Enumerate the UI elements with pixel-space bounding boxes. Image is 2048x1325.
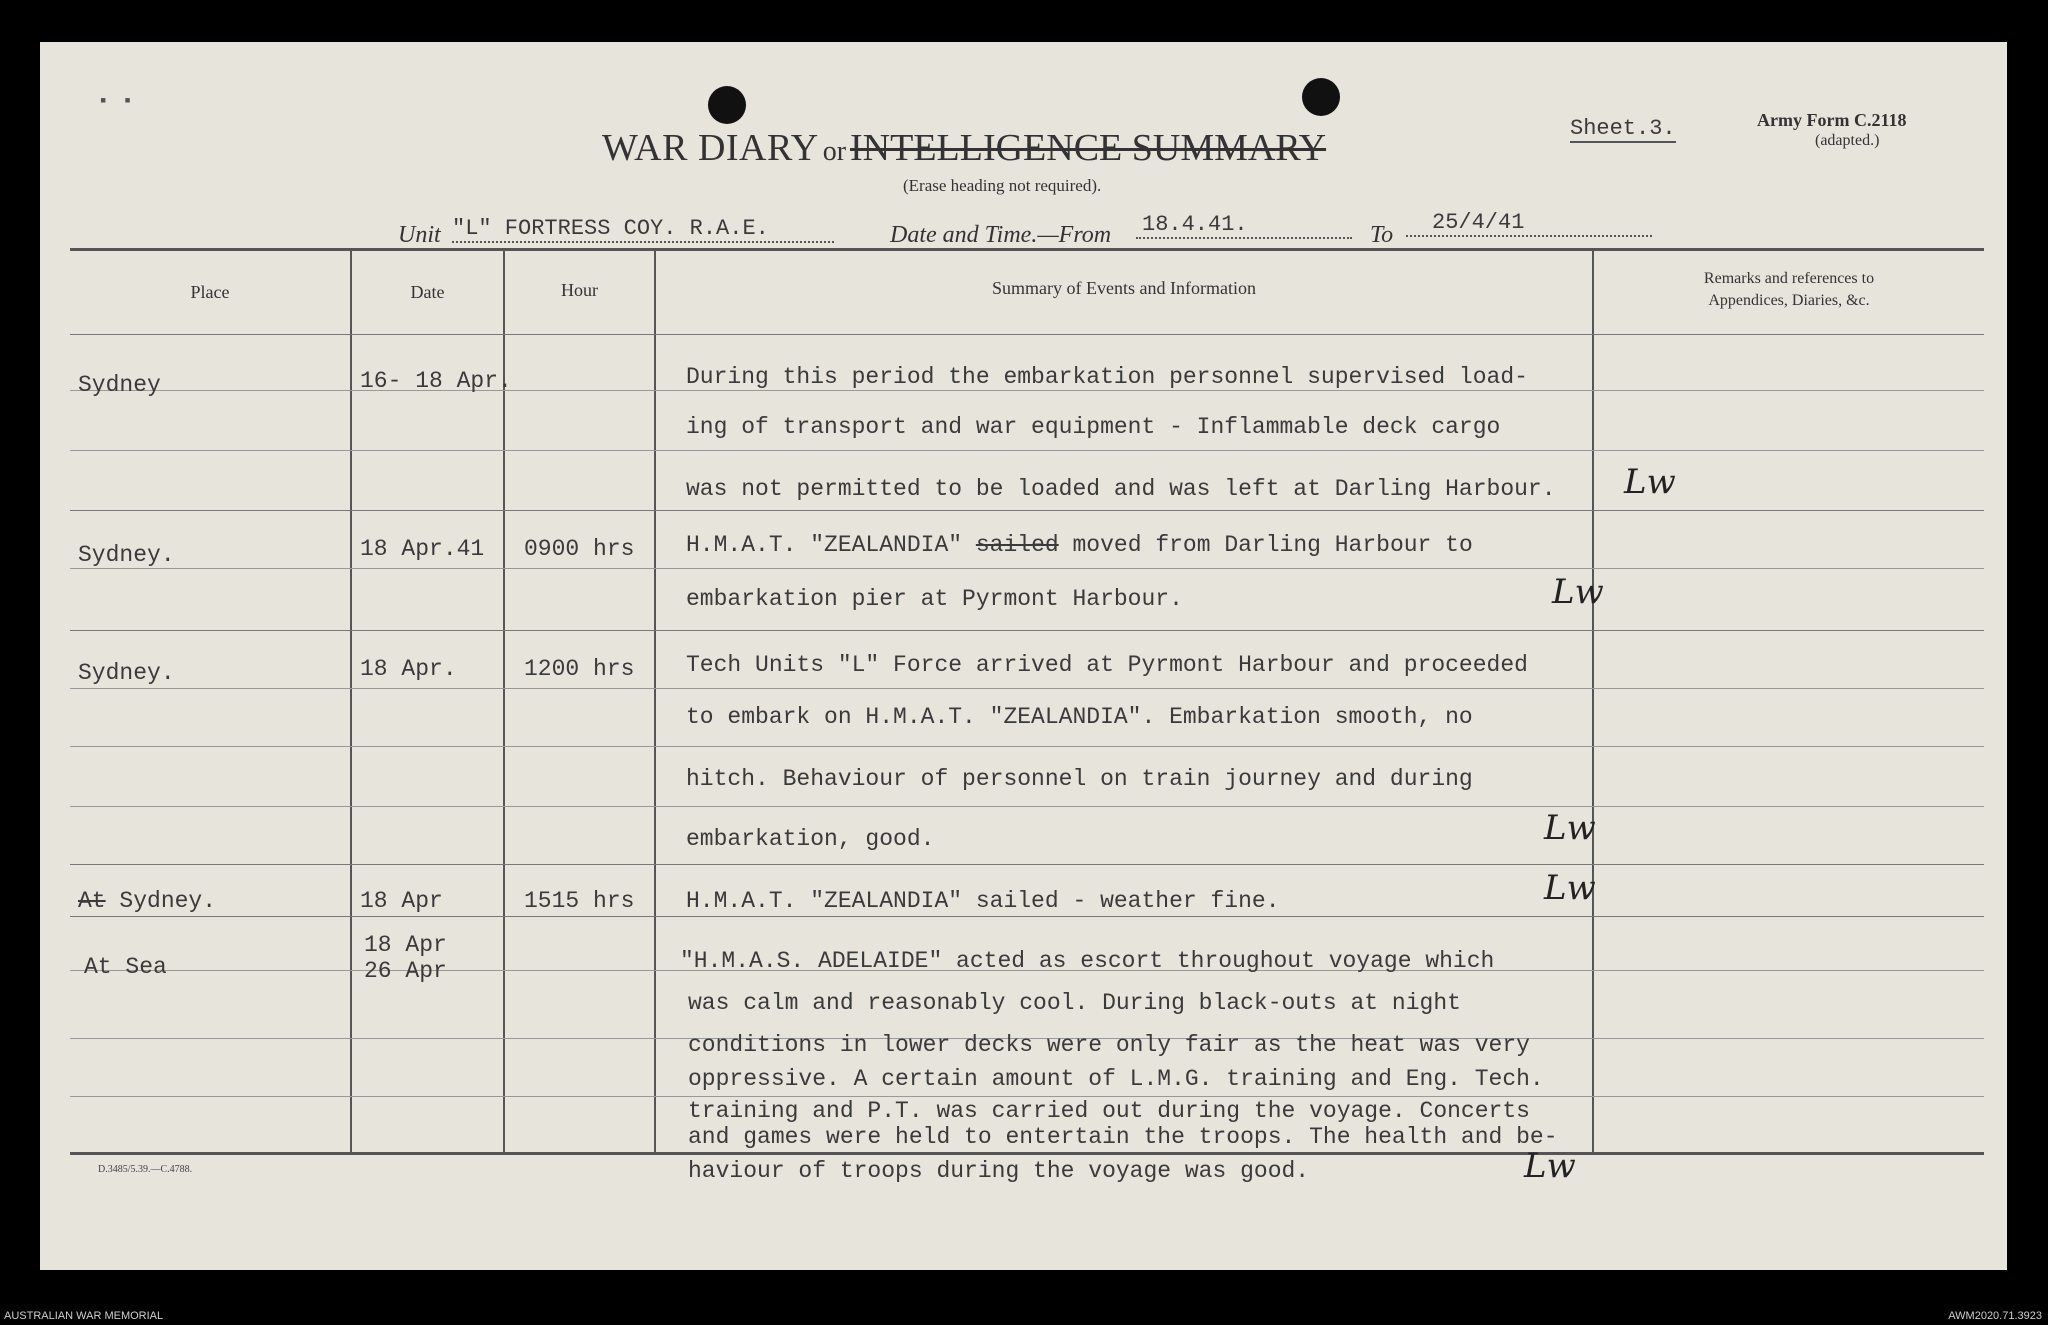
punch-hole bbox=[1302, 78, 1340, 116]
entry-date: 18 Apr.41 bbox=[360, 536, 485, 562]
date-from: 18.4.41. bbox=[1136, 212, 1352, 239]
entry-text-line: to embark on H.M.A.T. "ZEALANDIA". Embarkation smooth, no bbox=[686, 704, 1473, 730]
col-header-summary: Summary of Events and Information bbox=[992, 278, 1256, 298]
row-rule bbox=[70, 390, 1984, 391]
row-rule bbox=[70, 510, 1984, 511]
date-from-label: Date and Time.—From bbox=[890, 222, 1112, 248]
row-rule bbox=[70, 1096, 1984, 1097]
entry-date: 18 Apr bbox=[360, 888, 443, 914]
entry-place: At Sydney. bbox=[78, 888, 217, 914]
entry-date: 18 Apr. bbox=[360, 656, 457, 682]
initials-signature: Lw bbox=[1544, 808, 1596, 848]
entry-text-line: embarkation pier at Pyrmont Harbour. bbox=[686, 586, 1183, 612]
unit-label: Unit bbox=[398, 222, 441, 248]
sheet-number: Sheet.3. bbox=[1570, 116, 1676, 141]
print-code: D.3485/5.39.—C.4788. bbox=[98, 1164, 193, 1175]
footer-accession: AWM2020.71.3923 bbox=[1948, 1310, 2042, 1322]
column-divider bbox=[1592, 250, 1594, 1152]
initials-signature: Lw bbox=[1624, 462, 1676, 502]
entry-text-line: hitch. Behaviour of personnel on train journey and during bbox=[686, 766, 1473, 792]
erase-note: (Erase heading not required). bbox=[903, 176, 1102, 195]
entry-text-line: was calm and reasonably cool. During black-outs at night bbox=[688, 990, 1461, 1016]
row-rule bbox=[70, 450, 1984, 451]
entry-text-line: training and P.T. was carried out during the voyage. Concerts bbox=[688, 1098, 1530, 1124]
date-to: 25/4/41 bbox=[1406, 210, 1652, 237]
entry-text-line: "H.M.A.S. ADELAIDE" acted as escort throughout voyage which bbox=[680, 948, 1495, 974]
form-name: Army Form C.2118 bbox=[1757, 110, 1907, 130]
col-header-remarks: Remarks and references to Appendices, Diaries, &c. bbox=[1703, 270, 1875, 309]
margin-mark: ▪ ▪ bbox=[100, 90, 131, 110]
row-rule bbox=[70, 916, 1984, 917]
page-title: WAR DIARY or INTELLIGENCE SUMMARY bbox=[602, 127, 1327, 169]
initials-signature: Lw bbox=[1524, 1146, 1576, 1186]
initials-signature: Lw bbox=[1544, 868, 1596, 908]
col-header-place: Place bbox=[190, 282, 230, 302]
entry-text-line: H.M.A.T. "ZEALANDIA" sailed - weather fine. bbox=[686, 888, 1280, 914]
row-rule bbox=[70, 864, 1984, 865]
entry-text-line: During this period the embarkation personnel supervised load- bbox=[686, 364, 1528, 390]
entry-text-line: and games were held to entertain the troops. The health and be- bbox=[688, 1124, 1558, 1150]
entry-text-line: H.M.A.T. "ZEALANDIA" sailed moved from Darling Harbour to bbox=[686, 532, 1473, 558]
row-rule bbox=[70, 334, 1984, 335]
entry-place: At Sea bbox=[84, 954, 167, 980]
entry-hour: 0900 hrs bbox=[524, 536, 635, 562]
row-rule bbox=[70, 746, 1984, 747]
entry-text-line: oppressive. A certain amount of L.M.G. training and Eng. Tech. bbox=[688, 1066, 1544, 1092]
punch-hole bbox=[708, 86, 746, 124]
form-adapted: (adapted.) bbox=[1815, 132, 1880, 149]
row-rule bbox=[70, 630, 1984, 631]
entry-date: 18 Apr 26 Apr bbox=[364, 932, 447, 984]
row-rule bbox=[70, 688, 1984, 689]
column-divider bbox=[350, 250, 352, 1152]
footer-credit: AUSTRALIAN WAR MEMORIAL bbox=[4, 1310, 164, 1322]
diary-sheet bbox=[40, 42, 2007, 1270]
column-divider bbox=[654, 250, 656, 1152]
to-label: To bbox=[1370, 222, 1394, 248]
col-header-hour: Hour bbox=[561, 280, 598, 300]
entry-place: Sydney. bbox=[78, 660, 175, 686]
entry-hour: 1515 hrs bbox=[524, 888, 635, 914]
entry-place: Sydney. bbox=[78, 542, 175, 568]
entry-place: Sydney bbox=[78, 372, 161, 398]
initials-signature: Lw bbox=[1552, 572, 1604, 612]
row-rule bbox=[70, 806, 1984, 807]
entry-text-line: embarkation, good. bbox=[686, 826, 935, 852]
entry-text-line: haviour of troops during the voyage was good. bbox=[688, 1158, 1310, 1184]
entry-text-line: ing of transport and war equipment - Inflammable deck cargo bbox=[686, 414, 1501, 440]
entry-text-line: was not permitted to be loaded and was left at Darling Harbour. bbox=[686, 476, 1556, 502]
unit-value: "L" FORTRESS COY. R.A.E. bbox=[452, 216, 834, 243]
entry-text-line: conditions in lower decks were only fair as the heat was very bbox=[688, 1032, 1530, 1058]
table-top-rule bbox=[70, 248, 1984, 251]
table-bottom-rule bbox=[70, 1152, 1984, 1155]
row-rule bbox=[70, 568, 1984, 569]
entry-date: 16- 18 Apr. bbox=[360, 368, 512, 394]
entry-text-line: Tech Units "L" Force arrived at Pyrmont Harbour and proceeded bbox=[686, 652, 1528, 678]
entry-hour: 1200 hrs bbox=[524, 656, 635, 682]
col-header-date: Date bbox=[410, 282, 445, 302]
